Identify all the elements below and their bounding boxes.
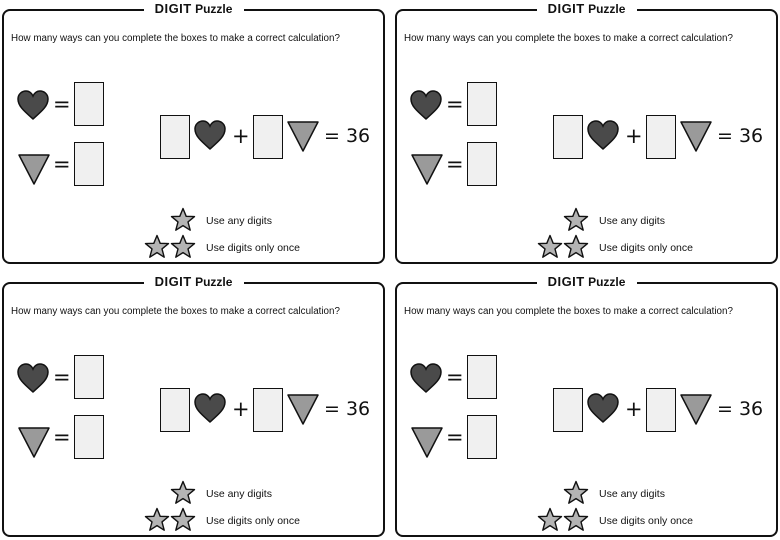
plus-sign: + bbox=[232, 397, 250, 421]
triangle-tens-box[interactable] bbox=[646, 388, 676, 432]
heart-tens-box[interactable] bbox=[553, 388, 583, 432]
star-icon bbox=[563, 234, 589, 260]
triangle-answer-box[interactable] bbox=[74, 415, 104, 459]
star-icon bbox=[563, 480, 589, 506]
question-text: How many ways can you complete the boxes to make a correct calculation? bbox=[11, 33, 340, 44]
triangle-icon bbox=[17, 152, 51, 186]
equals-sign: = bbox=[53, 425, 71, 449]
puzzle-card bbox=[395, 1, 778, 264]
equals-sign: = bbox=[53, 365, 71, 389]
star-icon bbox=[563, 207, 589, 233]
star-icon bbox=[144, 507, 170, 533]
triangle-icon bbox=[410, 152, 444, 186]
star-icon bbox=[170, 480, 196, 506]
heart-answer-box[interactable] bbox=[74, 355, 104, 399]
title-digit: DIGIT bbox=[547, 1, 585, 16]
equals-sign: = bbox=[446, 92, 464, 116]
title-puzzle: Puzzle bbox=[588, 275, 626, 289]
level-1-text: Use any digits bbox=[599, 488, 665, 500]
star-icon bbox=[537, 234, 563, 260]
star-icon bbox=[170, 207, 196, 233]
heart-tens-box[interactable] bbox=[553, 115, 583, 159]
result-text: = 36 bbox=[324, 398, 371, 420]
title-puzzle: Puzzle bbox=[588, 2, 626, 16]
title-digit: DIGIT bbox=[154, 274, 192, 289]
question-text: How many ways can you complete the boxes to make a correct calculation? bbox=[404, 306, 733, 317]
triangle-icon bbox=[286, 392, 320, 426]
title-digit: DIGIT bbox=[154, 1, 192, 16]
equals-sign: = bbox=[53, 92, 71, 116]
level-2-text: Use digits only once bbox=[206, 515, 300, 527]
heart-icon bbox=[586, 392, 620, 424]
title-puzzle: Puzzle bbox=[195, 275, 233, 289]
heart-icon bbox=[193, 392, 227, 424]
title-digit: DIGIT bbox=[547, 274, 585, 289]
level-2-text: Use digits only once bbox=[599, 242, 693, 254]
heart-answer-box[interactable] bbox=[467, 355, 497, 399]
plus-sign: + bbox=[625, 397, 643, 421]
result-text: = 36 bbox=[717, 398, 764, 420]
triangle-tens-box[interactable] bbox=[253, 388, 283, 432]
level-1-text: Use any digits bbox=[206, 215, 272, 227]
plus-sign: + bbox=[625, 124, 643, 148]
card-title bbox=[537, 274, 637, 290]
triangle-icon bbox=[679, 119, 713, 153]
plus-sign: + bbox=[232, 124, 250, 148]
triangle-icon bbox=[410, 425, 444, 459]
question-text: How many ways can you complete the boxes to make a correct calculation? bbox=[404, 33, 733, 44]
triangle-tens-box[interactable] bbox=[646, 115, 676, 159]
triangle-icon bbox=[286, 119, 320, 153]
triangle-answer-box[interactable] bbox=[467, 415, 497, 459]
heart-icon bbox=[16, 89, 50, 121]
triangle-icon bbox=[679, 392, 713, 426]
level-1-text: Use any digits bbox=[599, 215, 665, 227]
heart-tens-box[interactable] bbox=[160, 115, 190, 159]
star-icon bbox=[170, 507, 196, 533]
question-text: How many ways can you complete the boxes to make a correct calculation? bbox=[11, 306, 340, 317]
equals-sign: = bbox=[446, 365, 464, 389]
star-icon bbox=[537, 507, 563, 533]
heart-icon bbox=[409, 89, 443, 121]
card-title bbox=[537, 1, 637, 17]
level-2-text: Use digits only once bbox=[206, 242, 300, 254]
heart-icon bbox=[16, 362, 50, 394]
puzzle-card bbox=[2, 274, 385, 537]
equals-sign: = bbox=[446, 152, 464, 176]
level-2-text: Use digits only once bbox=[599, 515, 693, 527]
heart-icon bbox=[409, 362, 443, 394]
result-text: = 36 bbox=[717, 125, 764, 147]
heart-answer-box[interactable] bbox=[74, 82, 104, 126]
star-icon bbox=[563, 507, 589, 533]
heart-icon bbox=[586, 119, 620, 151]
title-puzzle: Puzzle bbox=[195, 2, 233, 16]
level-1-text: Use any digits bbox=[206, 488, 272, 500]
result-text: = 36 bbox=[324, 125, 371, 147]
star-icon bbox=[170, 234, 196, 260]
card-title bbox=[144, 1, 244, 17]
card-title bbox=[144, 274, 244, 290]
heart-icon bbox=[193, 119, 227, 151]
heart-tens-box[interactable] bbox=[160, 388, 190, 432]
equals-sign: = bbox=[446, 425, 464, 449]
equals-sign: = bbox=[53, 152, 71, 176]
puzzle-card bbox=[2, 1, 385, 264]
triangle-icon bbox=[17, 425, 51, 459]
triangle-tens-box[interactable] bbox=[253, 115, 283, 159]
star-icon bbox=[144, 234, 170, 260]
triangle-answer-box[interactable] bbox=[467, 142, 497, 186]
heart-answer-box[interactable] bbox=[467, 82, 497, 126]
puzzle-card bbox=[395, 274, 778, 537]
triangle-answer-box[interactable] bbox=[74, 142, 104, 186]
